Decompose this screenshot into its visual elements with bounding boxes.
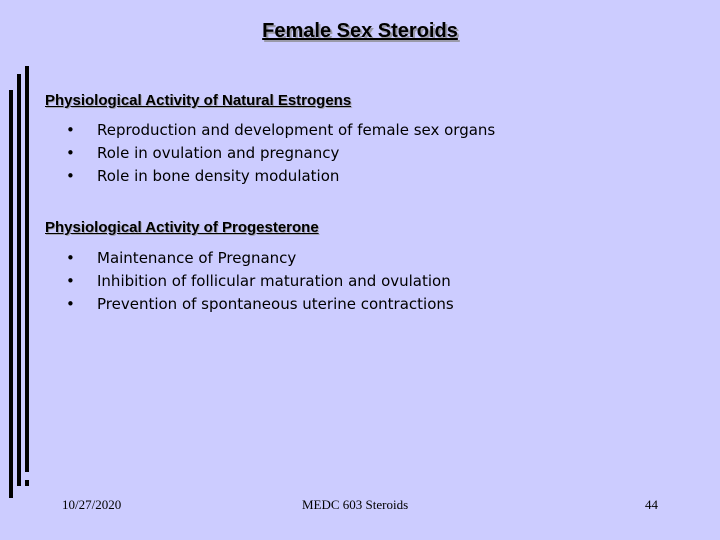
list-item (66, 142, 495, 165)
decor-bar (9, 488, 13, 496)
bullet-text: Role in ovulation and pregnancy (97, 144, 340, 162)
estrogens-bullet-list (66, 119, 495, 188)
bullet-text: Inhibition of follicular maturation and ovulation (97, 272, 451, 290)
bullet-text: Prevention of spontaneous uterine contractions (97, 295, 454, 313)
list-item (66, 247, 454, 270)
list-item (66, 165, 495, 188)
progesterone-bullet-list (66, 247, 454, 316)
section-heading-progesterone: Physiological Activity of Progesterone (45, 219, 319, 236)
decor-bar (25, 66, 29, 472)
bullet-dot-icon: • (66, 121, 75, 139)
bullet-text: Maintenance of Pregnancy (97, 249, 297, 267)
bullet-dot-icon: • (66, 295, 75, 313)
bullet-dot-icon: • (66, 144, 75, 162)
slide-title: Female Sex Steroids (262, 20, 458, 42)
list-item (66, 270, 454, 293)
footer-date: 10/27/2020 (62, 497, 122, 512)
bullet-text: Reproduction and development of female sex organs (97, 121, 496, 139)
list-item (66, 293, 454, 316)
bullet-dot-icon: • (66, 249, 75, 267)
bullet-dot-icon: • (66, 272, 75, 290)
footer-page-number: 44 (645, 497, 658, 512)
decor-bar (17, 74, 21, 486)
section-heading-estrogens: Physiological Activity of Natural Estrogens (45, 92, 352, 109)
bullet-dot-icon: • (66, 167, 75, 185)
decor-bar (25, 480, 29, 486)
list-item (66, 119, 495, 142)
bullet-text: Role in bone density modulation (97, 167, 340, 185)
decor-bar (9, 90, 13, 498)
footer-course: MEDC 603 Steroids (302, 497, 409, 512)
